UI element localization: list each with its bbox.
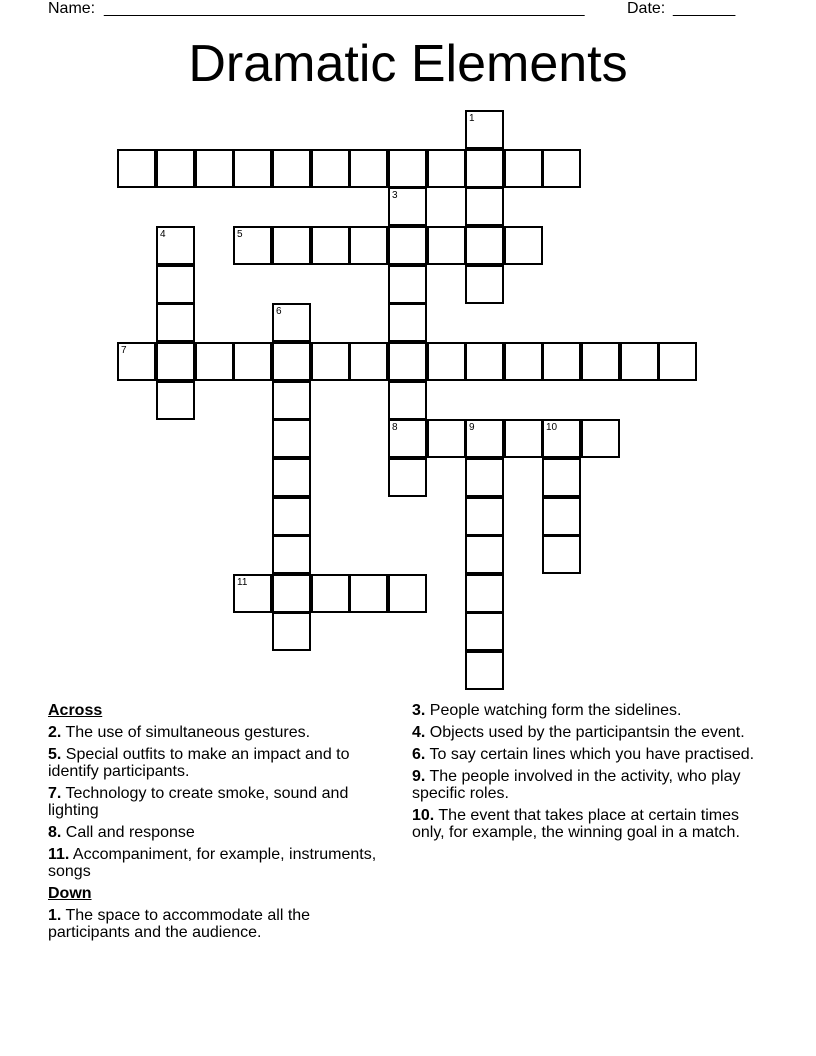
grid-cell[interactable] [504,342,543,381]
grid-cell[interactable] [233,226,272,265]
clue-number-label: 7 [121,345,127,356]
clue-text: The people involved in the activity, who play specific roles. [412,768,741,802]
clue-number: 1. [48,907,62,924]
grid-cell[interactable] [156,342,195,381]
grid-cell[interactable] [427,149,466,188]
date-field[interactable]: _______ [673,0,736,17]
clue-number-label: 5 [237,229,243,240]
clue-across-2 [48,724,388,741]
page-title: Dramatic Elements [188,35,628,93]
grid-cell[interactable] [349,149,388,188]
clue-text: Technology to create smoke, sound and lighting [48,785,349,819]
grid-cell[interactable] [311,574,350,613]
clue-number-label: 8 [392,422,398,433]
clue-number-label: 9 [469,422,475,433]
clue-number: 6. [412,746,426,763]
grid-cell[interactable] [233,574,272,613]
grid-cell[interactable] [388,149,427,188]
grid-cell[interactable] [542,458,581,497]
across-heading: Across [48,702,103,719]
grid-cell[interactable] [465,342,504,381]
clue-number-label: 4 [160,229,166,240]
grid-cell[interactable] [465,226,504,265]
grid-cell[interactable] [388,265,427,304]
grid-cell[interactable] [195,342,234,381]
clue-text: The use of simultaneous gestures. [65,724,311,741]
clue-down-9 [412,768,772,802]
clue-number-label: 10 [546,422,558,433]
grid-cell[interactable] [504,419,543,458]
grid-cell[interactable] [581,342,620,381]
clue-down-3 [412,702,772,719]
grid-cell[interactable] [465,419,504,458]
grid-cell[interactable] [349,226,388,265]
grid-cell[interactable] [272,612,311,651]
clue-text: Objects used by the participantsin the event. [429,724,745,741]
clue-number: 10. [412,807,435,824]
grid-cell[interactable] [465,110,504,149]
grid-cell[interactable] [195,149,234,188]
grid-cell[interactable] [272,149,311,188]
clue-number-label: 6 [276,306,282,317]
grid-cell[interactable] [156,149,195,188]
clue-down-10 [412,807,772,841]
grid-cell[interactable] [233,149,272,188]
grid-cell[interactable] [272,303,311,342]
grid-cell[interactable] [542,342,581,381]
name-field[interactable]: ______________________________________________________ [104,0,585,17]
grid-cell[interactable] [465,149,504,188]
grid-cell[interactable] [311,226,350,265]
grid-cell[interactable] [465,574,504,613]
down-heading: Down [48,885,92,902]
date-label: Date: [627,0,666,17]
name-label: Name: [48,0,96,17]
grid-cell[interactable] [427,419,466,458]
grid-cell[interactable] [156,265,195,304]
clue-number: 4. [412,724,426,741]
clue-text: To say certain lines which you have practised. [429,746,755,763]
grid-cell[interactable] [427,342,466,381]
grid-cell[interactable] [465,497,504,536]
grid-cell[interactable] [388,419,427,458]
grid-cell[interactable] [465,187,504,226]
clue-text: People watching form the sidelines. [429,702,682,719]
clue-down-1 [48,907,388,941]
grid-cell[interactable] [272,342,311,381]
grid-cell[interactable] [272,574,311,613]
clue-across-8 [48,824,388,841]
grid-cell[interactable] [542,497,581,536]
grid-cell[interactable] [388,458,427,497]
clues-left-column [48,702,388,946]
grid-cell[interactable] [349,342,388,381]
grid-cell[interactable] [272,458,311,497]
grid-cell[interactable] [465,612,504,651]
grid-cell[interactable] [465,265,504,304]
clue-down-6 [412,746,772,763]
grid-cell[interactable] [272,535,311,574]
clue-text: The space to accommodate all the participants and the audience. [48,907,311,941]
grid-cell[interactable] [117,342,156,381]
grid-cell[interactable] [388,381,427,420]
grid-cell[interactable] [388,226,427,265]
clue-across-7 [48,785,388,819]
clue-text: The event that takes place at certain times only, for example, the winning goal in a match. [412,807,740,841]
clue-across-11 [48,846,388,880]
grid-cell[interactable] [272,419,311,458]
clue-text: Accompaniment, for example, instruments, songs [48,846,377,880]
grid-cell[interactable] [388,187,427,226]
grid-cell[interactable] [504,226,543,265]
grid-cell[interactable] [542,419,581,458]
grid-cell[interactable] [427,226,466,265]
grid-cell[interactable] [349,574,388,613]
grid-cell[interactable] [620,342,659,381]
grid-cell[interactable] [233,342,272,381]
clue-number: 11. [48,846,70,863]
grid-cell[interactable] [658,342,697,381]
grid-cell[interactable] [388,303,427,342]
clues-right-column [412,702,772,846]
grid-cell[interactable] [465,651,504,690]
clue-number: 2. [48,724,62,741]
grid-cell[interactable] [542,149,581,188]
clue-number-label: 1 [469,113,475,124]
grid-cell[interactable] [311,149,350,188]
grid-cell[interactable] [156,303,195,342]
grid-cell[interactable] [465,458,504,497]
clue-number: 8. [48,824,62,841]
clue-number: 9. [412,768,426,785]
clue-number-label: 11 [237,577,248,588]
grid-cell[interactable] [156,381,195,420]
grid-cell[interactable] [542,535,581,574]
grid-cell[interactable] [272,226,311,265]
clue-number: 3. [412,702,426,719]
clue-across-5 [48,746,388,780]
grid-cell[interactable] [388,342,427,381]
grid-cell[interactable] [156,226,195,265]
grid-cell[interactable] [311,342,350,381]
clue-number: 5. [48,746,62,763]
clue-number: 7. [48,785,62,802]
grid-cell[interactable] [117,149,156,188]
grid-cell[interactable] [504,149,543,188]
grid-cell[interactable] [388,574,427,613]
clue-text: Special outfits to make an impact and to identify participants. [48,746,350,780]
grid-cell[interactable] [272,497,311,536]
clue-down-4 [412,724,772,741]
grid-cell[interactable] [581,419,620,458]
clue-text: Call and response [65,824,195,841]
grid-cell[interactable] [465,535,504,574]
grid-cell[interactable] [272,381,311,420]
clue-number-label: 3 [392,190,398,201]
